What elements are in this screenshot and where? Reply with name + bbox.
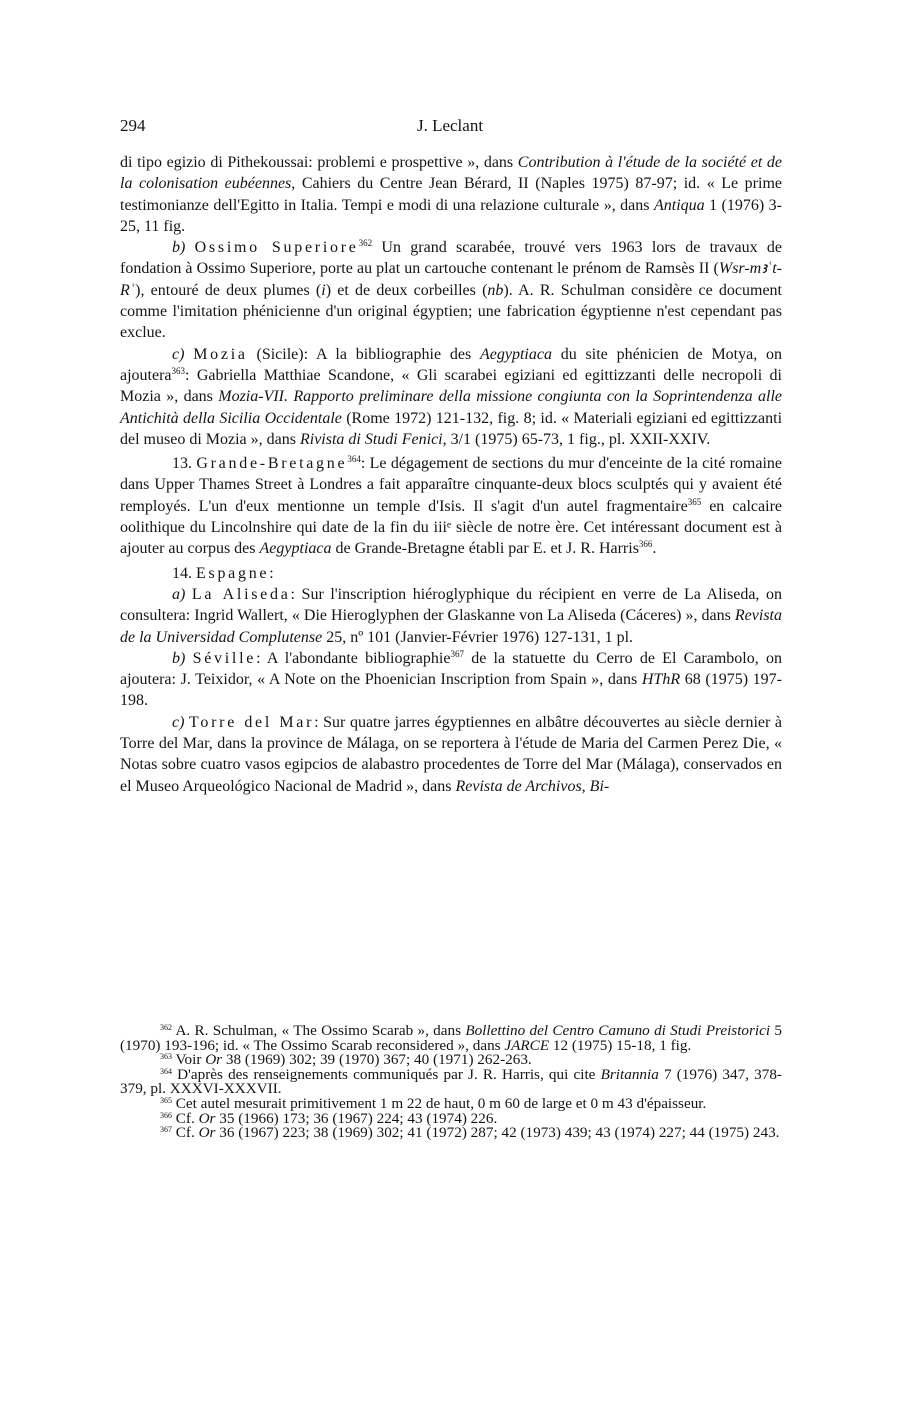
paragraph-espagne: 14. Espagne: — [172, 564, 274, 582]
section-heading: Espagne — [196, 564, 270, 582]
footnote-364: $^{364}$ D'après des renseignements communiqués par J. R. Harris, qui cite Britannia 7 (1976) 347, 378-379, pl. XXXVI-XXXVII. — [120, 1065, 782, 1098]
footnote-362: $^{362}$ A. R. Schulman, « The Ossimo Scarab », dans Bollettino del Centro Camuno di Studi Preistorici 5 (1970) 193-196; id. « The Ossimo Scarab reconsidered », dans JARCE 12 (1975) 15-18, 1 fig. — [120, 1022, 783, 1054]
section-heading: Séville — [192, 649, 257, 667]
paragraph-la-aliseda: a) La Aliseda: Sur l'inscription hiéroglyphique du récipient en verre de La Aliseda, on consultera: Ingrid Wallert, « Die Hieroglyphen der Glaskanne von La Aliseda (Cáceres) », dans Revista de la Universidad Complutense 25, nº 101 (Janvier-Février 1976) 127-131, 1 pl. — [120, 585, 783, 646]
section-number: 13. — [172, 455, 192, 473]
footnote-ref: 363 — [171, 365, 186, 376]
running-head: J. Leclant — [416, 116, 484, 135]
footnotes — [120, 1024, 782, 1141]
footnote-number: 366 — [160, 1110, 172, 1120]
page-header — [120, 116, 780, 140]
section-heading: Ossimo Superiore — [194, 239, 359, 257]
section-heading: Mozia — [193, 345, 248, 363]
paragraph-mozia: c) Mozia (Sicile): A la bibliographie des Aegyptiaca du site phénicien de Motya, on ajoutera$^{363}$: Gabriella Matthiae Scandone, « Gli scarabei egiziani ed egittizzanti delle necropoli di Mozia », dans Mozia-VII. Rapporto preliminare della missione congiunta con la Soprintendenza alle Antichità della Sicilia Occidentale (Rome 1972) 121-132, fig. 8; id. « Materiali egiziani ed egittizzanti del museo di Mozia », dans Rivista di Studi Fenici, 3/1 (1975) 65-73, 1 fig., pl. XXII-XXIV. — [120, 345, 783, 448]
paragraph-seville: b) Séville: A l'abondante bibliographie$^{367}$ de la statuette du Cerro de El Carambolo, on ajoutera: J. Teixidor, « A Note on the Phoenician Inscription from Spain », dans HThR 68 (1975) 197-198. — [120, 648, 783, 710]
footnote-number: 364 — [160, 1066, 172, 1076]
footnote-number: 367 — [160, 1125, 172, 1135]
footnote-367: $^{367}$ Cf. Or 36 (1967) 223; 38 (1969) 302; 41 (1972) 287; 42 (1973) 439; 43 (1974) 227; 44 (1975) 243. — [160, 1124, 780, 1142]
footnote-number: 363 — [160, 1052, 172, 1062]
section-number: 14. — [172, 564, 192, 582]
section-heading: Grande-Bretagne — [196, 455, 348, 473]
footnote-366: $^{366}$ Cf. Or 35 (1966) 173; 36 (1967) 224; 43 (1974) 226. — [160, 1109, 498, 1127]
footnote-ref: 367 — [450, 648, 464, 659]
footnote-ref: 365 — [687, 496, 702, 507]
paragraph-pithekoussai-continuation: di tipo egizio di Pithekoussai: problemi e prospettive », dans Contribution à l'étude de la société et de la colonisation eubéennes, Cahiers du Centre Jean Bérard, II (Naples 1975) 87-97; id. « Le prime testimonianze dell'Egitto in Italia. Tempi e modi di una relazione culturale », dans Antiqua 1 (1976) 3-25, 11 fig. — [120, 154, 783, 235]
footnote-ref: 366 — [638, 539, 653, 550]
paragraph-torre-del-mar: c) Torre del Mar: Sur quatre jarres égyptiennes en albâtre découvertes au siècle dernier à Torre del Mar, dans la province de Málaga, on se reportera à l'étude de Maria del Carmen Perez Die, « Notas sobre cuatro vasos egipcios de alabastro procedentes de Torre del Mar (Málaga), conservados en el Museo Arqueológico Nacional de Madrid », dans Revista de Archivos, Bi- — [120, 713, 783, 795]
footnote-number: 362 — [160, 1023, 172, 1032]
section-heading: La Aliseda — [191, 585, 291, 603]
paragraph-grande-bretagne: 13. Grande-Bretagne$^{364}$: Le dégagement de sections du mur d'enceinte de la cité romaine dans Upper Thames Street à Londres a fait apparaître cinquante-deux blocs sculptés qui y avaient été remployés. L'un d'eux mentionne un temple d'Isis. Il s'agit d'un autel fragmentaire$^{365}$ en calcaire oolithique du Lincolnshire qui date de la fin du iiiᵉ siècle de notre ère. Cet intéressant document est à ajouter au corpus des Aegyptiaca de Grande-Bretagne établi par E. et J. R. Harris$^{366}$. — [120, 454, 783, 558]
footnote-ref: 364 — [347, 454, 361, 465]
page-number: 294 — [120, 116, 146, 135]
main-text — [120, 152, 782, 797]
footnote-365: $^{365}$ Cet autel mesurait primitivement 1 m 22 de haut, 0 m 60 de large et 0 m 43 d'épaisseur. — [160, 1094, 707, 1112]
section-heading: Torre del Mar — [189, 713, 315, 731]
paragraph-ossimo-superiore: b) Ossimo Superiore$^{362}$ Un grand scarabée, trouvé vers 1963 lors de travaux de fondation à Ossimo Superiore, porte au plat un cartouche contenant le prénom de Ramsès II (Wsr-mꜣʿt-Rʿ), entouré de deux plumes (i) et de deux corbeilles (nb). A. R. Schulman considère ce document comme l'imitation phénicienne d'un original égyptien; une fabrication égyptienne n'est cependant pas exclue. — [120, 238, 783, 342]
footnote-ref: 362 — [358, 238, 373, 249]
footnote-363: $^{363}$ Voir Or 38 (1969) 302; 39 (1970) 367; 40 (1971) 262-263. — [160, 1051, 532, 1069]
footnote-number: 365 — [160, 1095, 172, 1105]
